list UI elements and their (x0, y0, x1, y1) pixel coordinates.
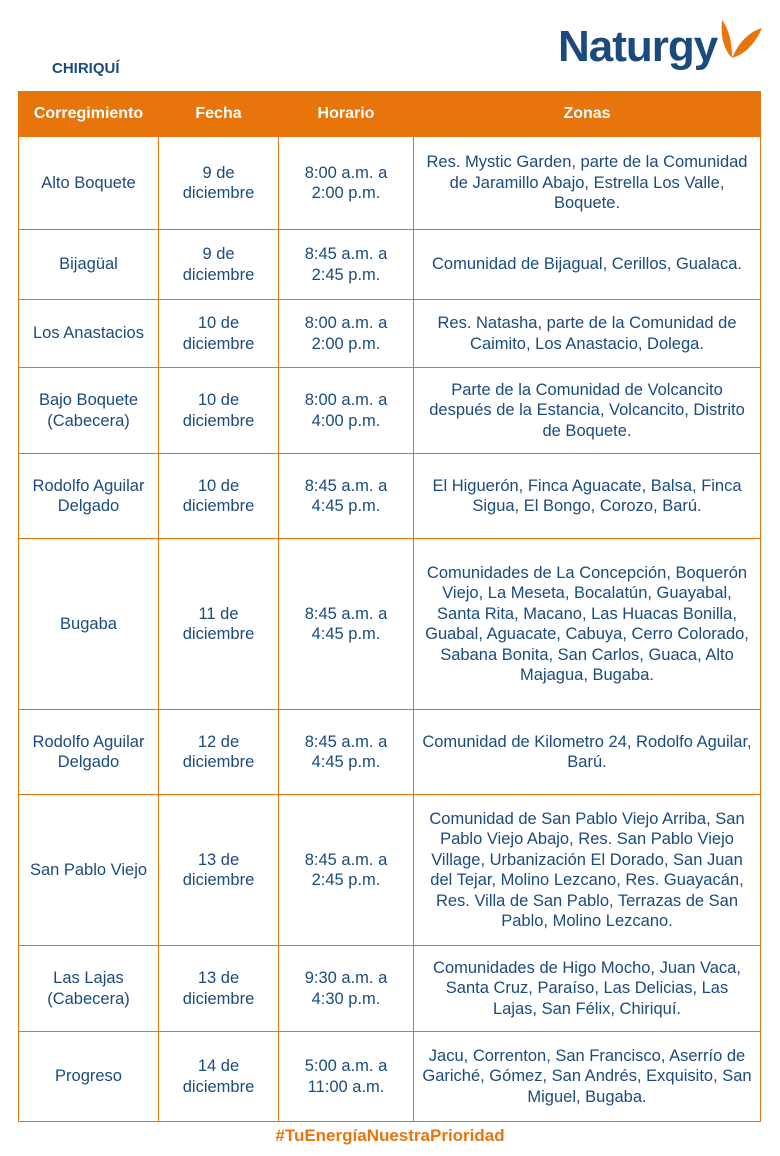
outage-schedule-table (18, 91, 761, 1122)
cell-zonas: Res. Mystic Garden, parte de la Comunidad de Jaramillo Abajo, Estrella Los Valle, Boquete. (414, 137, 761, 230)
table-row (19, 795, 761, 946)
cell-horario: 8:00 a.m. a 2:00 p.m. (279, 300, 414, 368)
header-zonas: Zonas (414, 92, 761, 137)
cell-fecha: 10 de diciembre (159, 368, 279, 454)
region-title: CHIRIQUÍ (52, 60, 120, 77)
table-row (19, 710, 761, 795)
cell-fecha: 14 de diciembre (159, 1032, 279, 1122)
cell-corregimiento: Los Anastacios (19, 300, 159, 368)
cell-fecha: 13 de diciembre (159, 795, 279, 946)
cell-horario: 8:45 a.m. a 2:45 p.m. (279, 795, 414, 946)
cell-corregimiento: Rodolfo Aguilar Delgado (19, 454, 159, 539)
cell-fecha: 12 de diciembre (159, 710, 279, 795)
cell-fecha: 13 de diciembre (159, 946, 279, 1032)
cell-zonas: Jacu, Correnton, San Francisco, Aserrío de Gariché, Gómez, San Andrés, Exquisito, San Miguel, Bugaba. (414, 1032, 761, 1122)
cell-horario: 8:00 a.m. a 4:00 p.m. (279, 368, 414, 454)
naturgy-logo (558, 18, 768, 78)
cell-zonas: Comunidad de San Pablo Viejo Arriba, San Pablo Viejo Abajo, Res. San Pablo Viejo Village, Urbanización El Dorado, San Juan del Tejar, Molino Lezcano, Res. Guayacán, Res. Villa de San Pablo, Terrazas de San Pablo, Molino Lezcano. (414, 795, 761, 946)
cell-corregimiento: Las Lajas (Cabecera) (19, 946, 159, 1032)
cell-zonas: Comunidades de Higo Mocho, Juan Vaca, Santa Cruz, Paraíso, Las Delicias, Las Lajas, San Félix, Chiriquí. (414, 946, 761, 1032)
cell-fecha: 9 de diciembre (159, 137, 279, 230)
table-row (19, 300, 761, 368)
cell-corregimiento: Bijagüal (19, 230, 159, 300)
cell-horario: 8:45 a.m. a 4:45 p.m. (279, 539, 414, 710)
cell-corregimiento: Rodolfo Aguilar Delgado (19, 710, 159, 795)
cell-corregimiento: Bajo Boquete (Cabecera) (19, 368, 159, 454)
table-header-row (19, 92, 761, 137)
table-row (19, 454, 761, 539)
cell-horario: 8:45 a.m. a 4:45 p.m. (279, 454, 414, 539)
butterfly-icon (718, 18, 764, 74)
cell-horario: 9:30 a.m. a 4:30 p.m. (279, 946, 414, 1032)
table-row (19, 368, 761, 454)
cell-corregimiento: Bugaba (19, 539, 159, 710)
cell-fecha: 10 de diciembre (159, 300, 279, 368)
cell-zonas: Comunidades de La Concepción, Boquerón Viejo, La Meseta, Bocalatún, Guayabal, Santa Rita, Macano, Las Huacas Bonilla, Guabal, Aguacate, Cabuya, Cerro Colorado, Sabana Bonita, San Carlos, Guaca, Alto Majagua, Bugaba. (414, 539, 761, 710)
cell-fecha: 9 de diciembre (159, 230, 279, 300)
cell-horario: 8:45 a.m. a 4:45 p.m. (279, 710, 414, 795)
table-row (19, 539, 761, 710)
cell-corregimiento: San Pablo Viejo (19, 795, 159, 946)
header-fecha: Fecha (159, 92, 279, 137)
cell-horario: 8:45 a.m. a 2:45 p.m. (279, 230, 414, 300)
cell-corregimiento: Progreso (19, 1032, 159, 1122)
table-row (19, 137, 761, 230)
header-horario: Horario (279, 92, 414, 137)
hashtag-footer: #TuEnergíaNuestraPrioridad (275, 1126, 505, 1145)
cell-fecha: 10 de diciembre (159, 454, 279, 539)
cell-zonas: Parte de la Comunidad de Volcancito después de la Estancia, Volcancito, Distrito de Boquete. (414, 368, 761, 454)
table-row (19, 230, 761, 300)
cell-corregimiento: Alto Boquete (19, 137, 159, 230)
header-corregimiento: Corregimiento (19, 92, 159, 137)
cell-zonas: El Higuerón, Finca Aguacate, Balsa, Finca Sigua, El Bongo, Corozo, Barú. (414, 454, 761, 539)
table-row (19, 946, 761, 1032)
cell-horario: 8:00 a.m. a 2:00 p.m. (279, 137, 414, 230)
cell-zonas: Res. Natasha, parte de la Comunidad de Caimito, Los Anastacio, Dolega. (414, 300, 761, 368)
cell-zonas: Comunidad de Bijagual, Cerillos, Gualaca. (414, 230, 761, 300)
cell-fecha: 11 de diciembre (159, 539, 279, 710)
cell-zonas: Comunidad de Kilometro 24, Rodolfo Aguilar, Barú. (414, 710, 761, 795)
cell-horario: 5:00 a.m. a 11:00 a.m. (279, 1032, 414, 1122)
table-row (19, 1032, 761, 1122)
logo-text: Naturgy (558, 22, 718, 71)
